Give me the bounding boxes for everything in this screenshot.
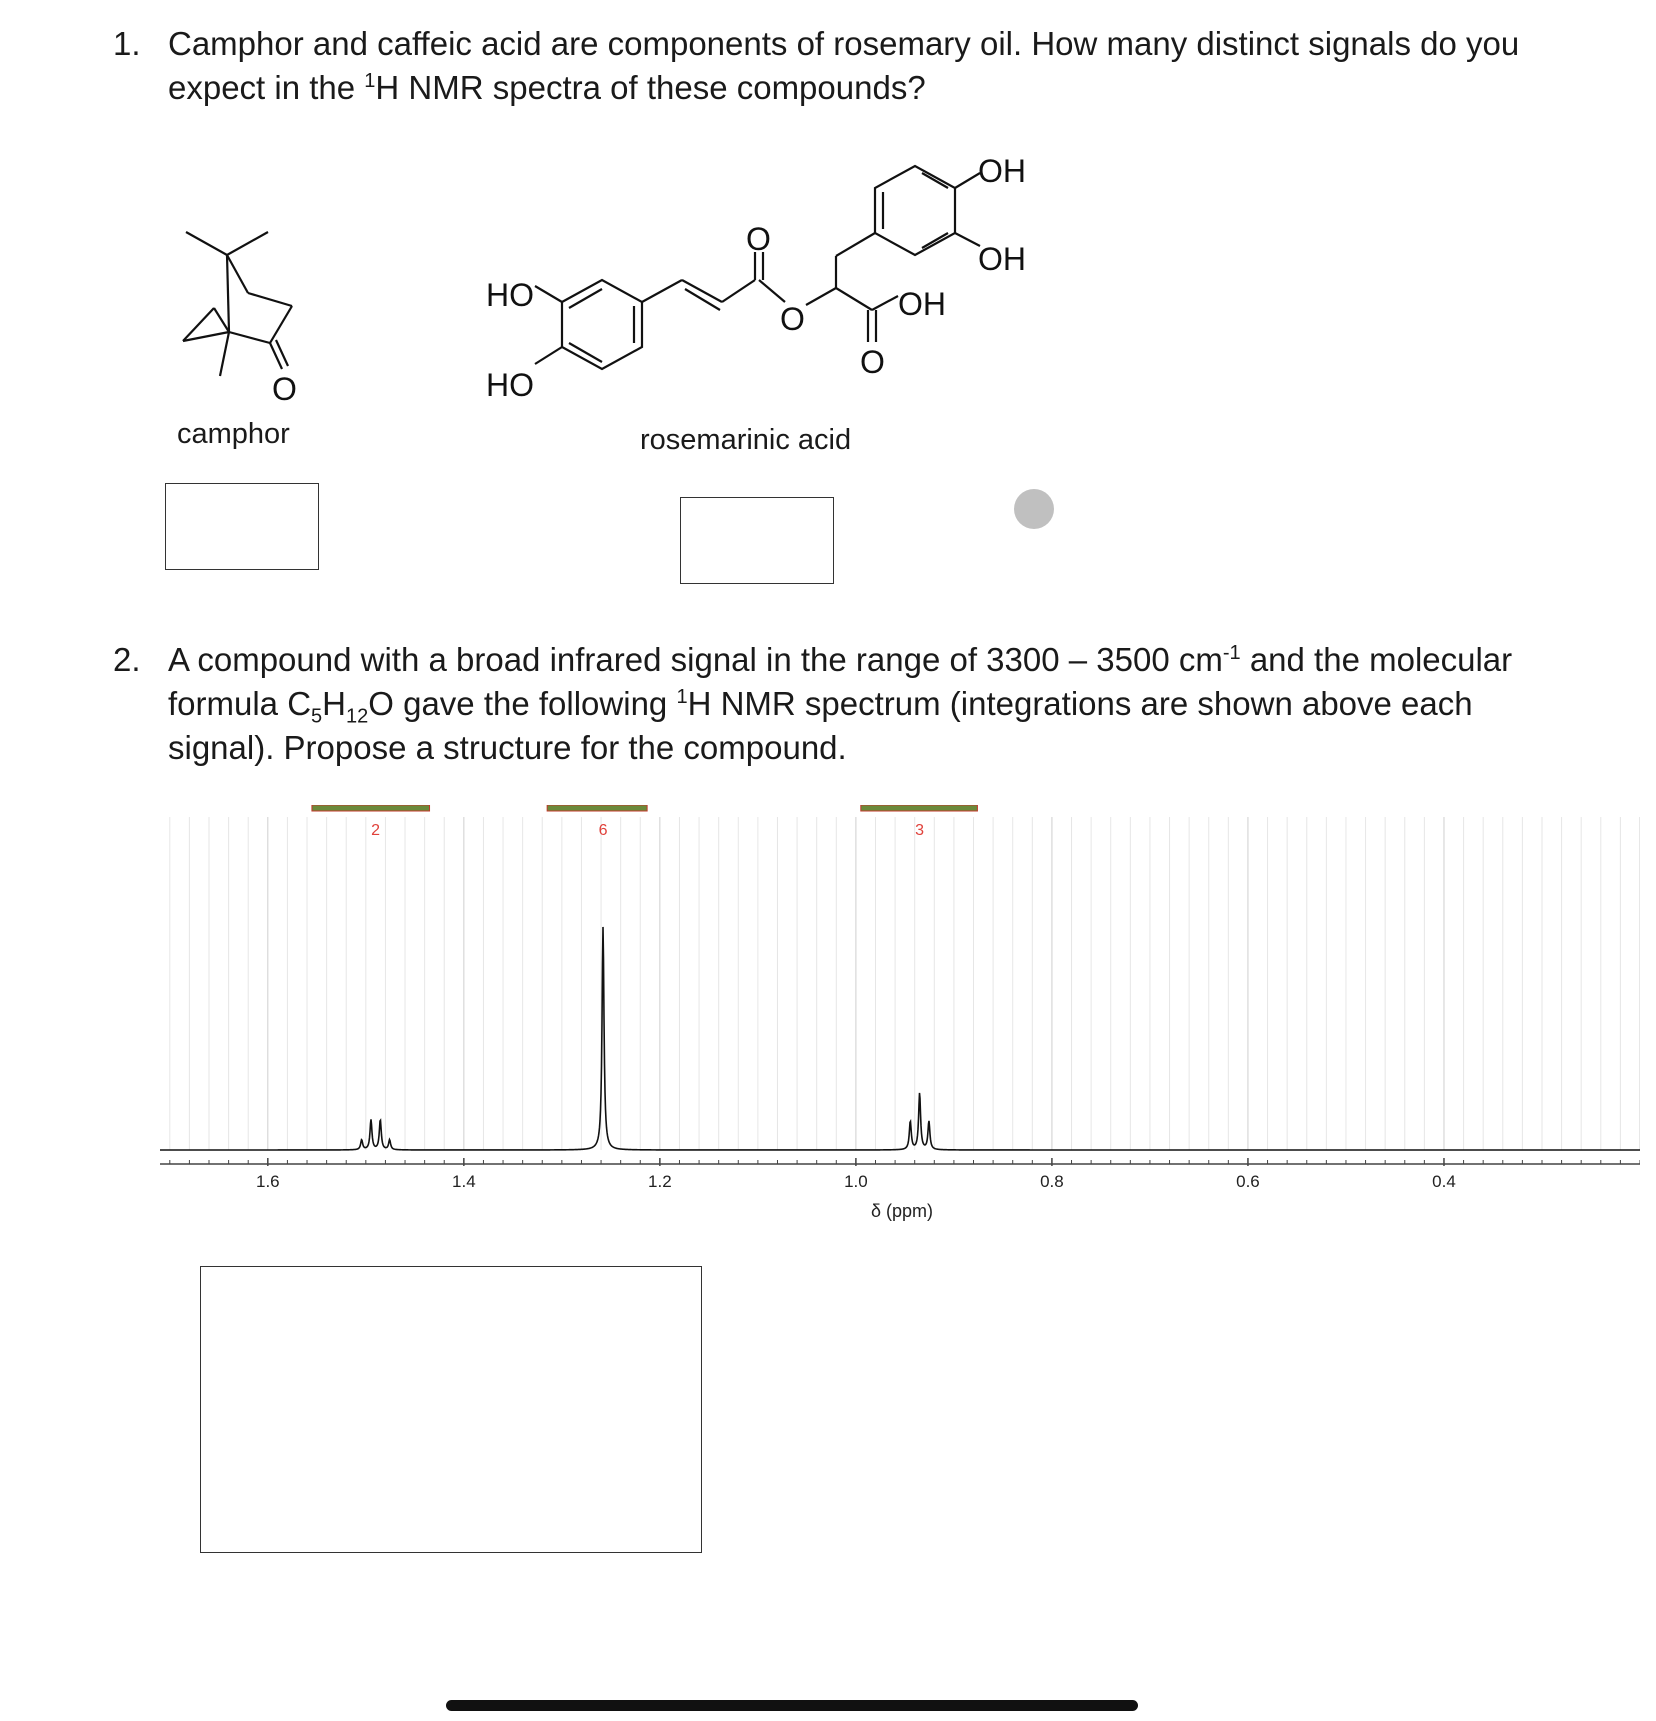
q2-line2-mid: O gave the following	[368, 685, 677, 722]
home-indicator	[446, 1700, 1138, 1711]
ro-atom-ho-bottom: HO	[486, 367, 534, 403]
question-2-line-1	[168, 638, 1512, 682]
question-2-number: 2.	[113, 641, 141, 678]
structure-answer-box[interactable]	[200, 1266, 702, 1553]
q2-superscript-1: 1	[676, 686, 688, 708]
nmr-integration-label: 6	[598, 822, 608, 839]
question-2-line-2	[168, 682, 1512, 726]
question-1-text	[168, 22, 1519, 110]
nmr-tick-label: 1.0	[844, 1172, 868, 1191]
camphor-structure	[170, 220, 330, 410]
ro-atom-o-acid: O	[860, 344, 885, 380]
question-2-line-3: signal). Propose a structure for the compound.	[168, 729, 847, 766]
question-1-line-1: Camphor and caffeic acid are components of rosemary oil. How many distinct signals do you	[168, 25, 1520, 62]
ro-atom-oh-acid: OH	[898, 286, 946, 322]
q2-sub-5: 5	[311, 705, 323, 728]
ro-atom-oh-ring-1: OH	[978, 153, 1026, 189]
ro-atom-oh-ring-2: OH	[978, 241, 1026, 277]
nmr-x-axis-label: δ (ppm)	[870, 1201, 934, 1221]
nmr-spectrum-chart	[160, 805, 1640, 1225]
q2-sub-12: 12	[346, 705, 369, 728]
nmr-tick-label: 1.4	[452, 1172, 476, 1191]
nmr-spectrum-line	[160, 927, 1640, 1150]
camphor-atom-o: O	[272, 371, 297, 407]
q2-superscript-minus-1: -1	[1222, 642, 1241, 664]
nmr-tick-label: 0.4	[1432, 1172, 1456, 1191]
question-1-number: 1.	[113, 25, 141, 62]
question-2-text	[168, 638, 1512, 770]
nmr-integration-label: 2	[371, 822, 381, 839]
nmr-integrations	[312, 805, 978, 839]
touch-indicator-dot	[1014, 489, 1054, 529]
camphor-answer-box[interactable]	[165, 483, 319, 570]
nmr-peaks	[160, 927, 1640, 1150]
nmr-x-axis	[160, 1158, 1640, 1191]
q2-line2-post: H NMR spectrum (integrations are shown above each	[687, 685, 1473, 722]
nmr-integration-bar	[547, 805, 647, 811]
nmr-integration-bar	[861, 805, 978, 811]
q1-line2-post: H NMR spectra of these compounds?	[375, 69, 926, 106]
ro-atom-o-carbonyl: O	[746, 221, 771, 257]
q1-line2-pre: expect in the	[168, 69, 365, 106]
q2-line1-pre: A compound with a broad infrared signal in the range of 3300 – 3500 cm	[168, 641, 1223, 678]
ro-atom-ho-top: HO	[486, 277, 534, 313]
nmr-grid	[170, 817, 1640, 1150]
rosemarinic-acid-structure	[480, 140, 1040, 430]
nmr-tick-label: 1.2	[648, 1172, 672, 1191]
nmr-tick-label: 1.6	[255, 1172, 280, 1191]
ro-atom-o-ester: O	[780, 301, 805, 337]
nmr-integration-label: 3	[915, 822, 925, 839]
q2-line2-pre: formula C	[168, 685, 312, 722]
nmr-tick-label: 0.6	[1236, 1172, 1260, 1191]
q2-line1-post: and the molecular	[1240, 641, 1513, 678]
rosemarinic-acid-label: rosemarinic acid	[640, 424, 852, 456]
nmr-tick-label: 0.8	[1040, 1172, 1064, 1191]
nmr-integration-bar	[312, 805, 430, 811]
camphor-label: camphor	[177, 418, 290, 450]
question-1-line-2	[168, 66, 1519, 110]
q2-line2-h: H	[322, 685, 347, 722]
q1-superscript-1: 1	[364, 70, 376, 92]
rosemarinic-acid-answer-box[interactable]	[680, 497, 834, 584]
